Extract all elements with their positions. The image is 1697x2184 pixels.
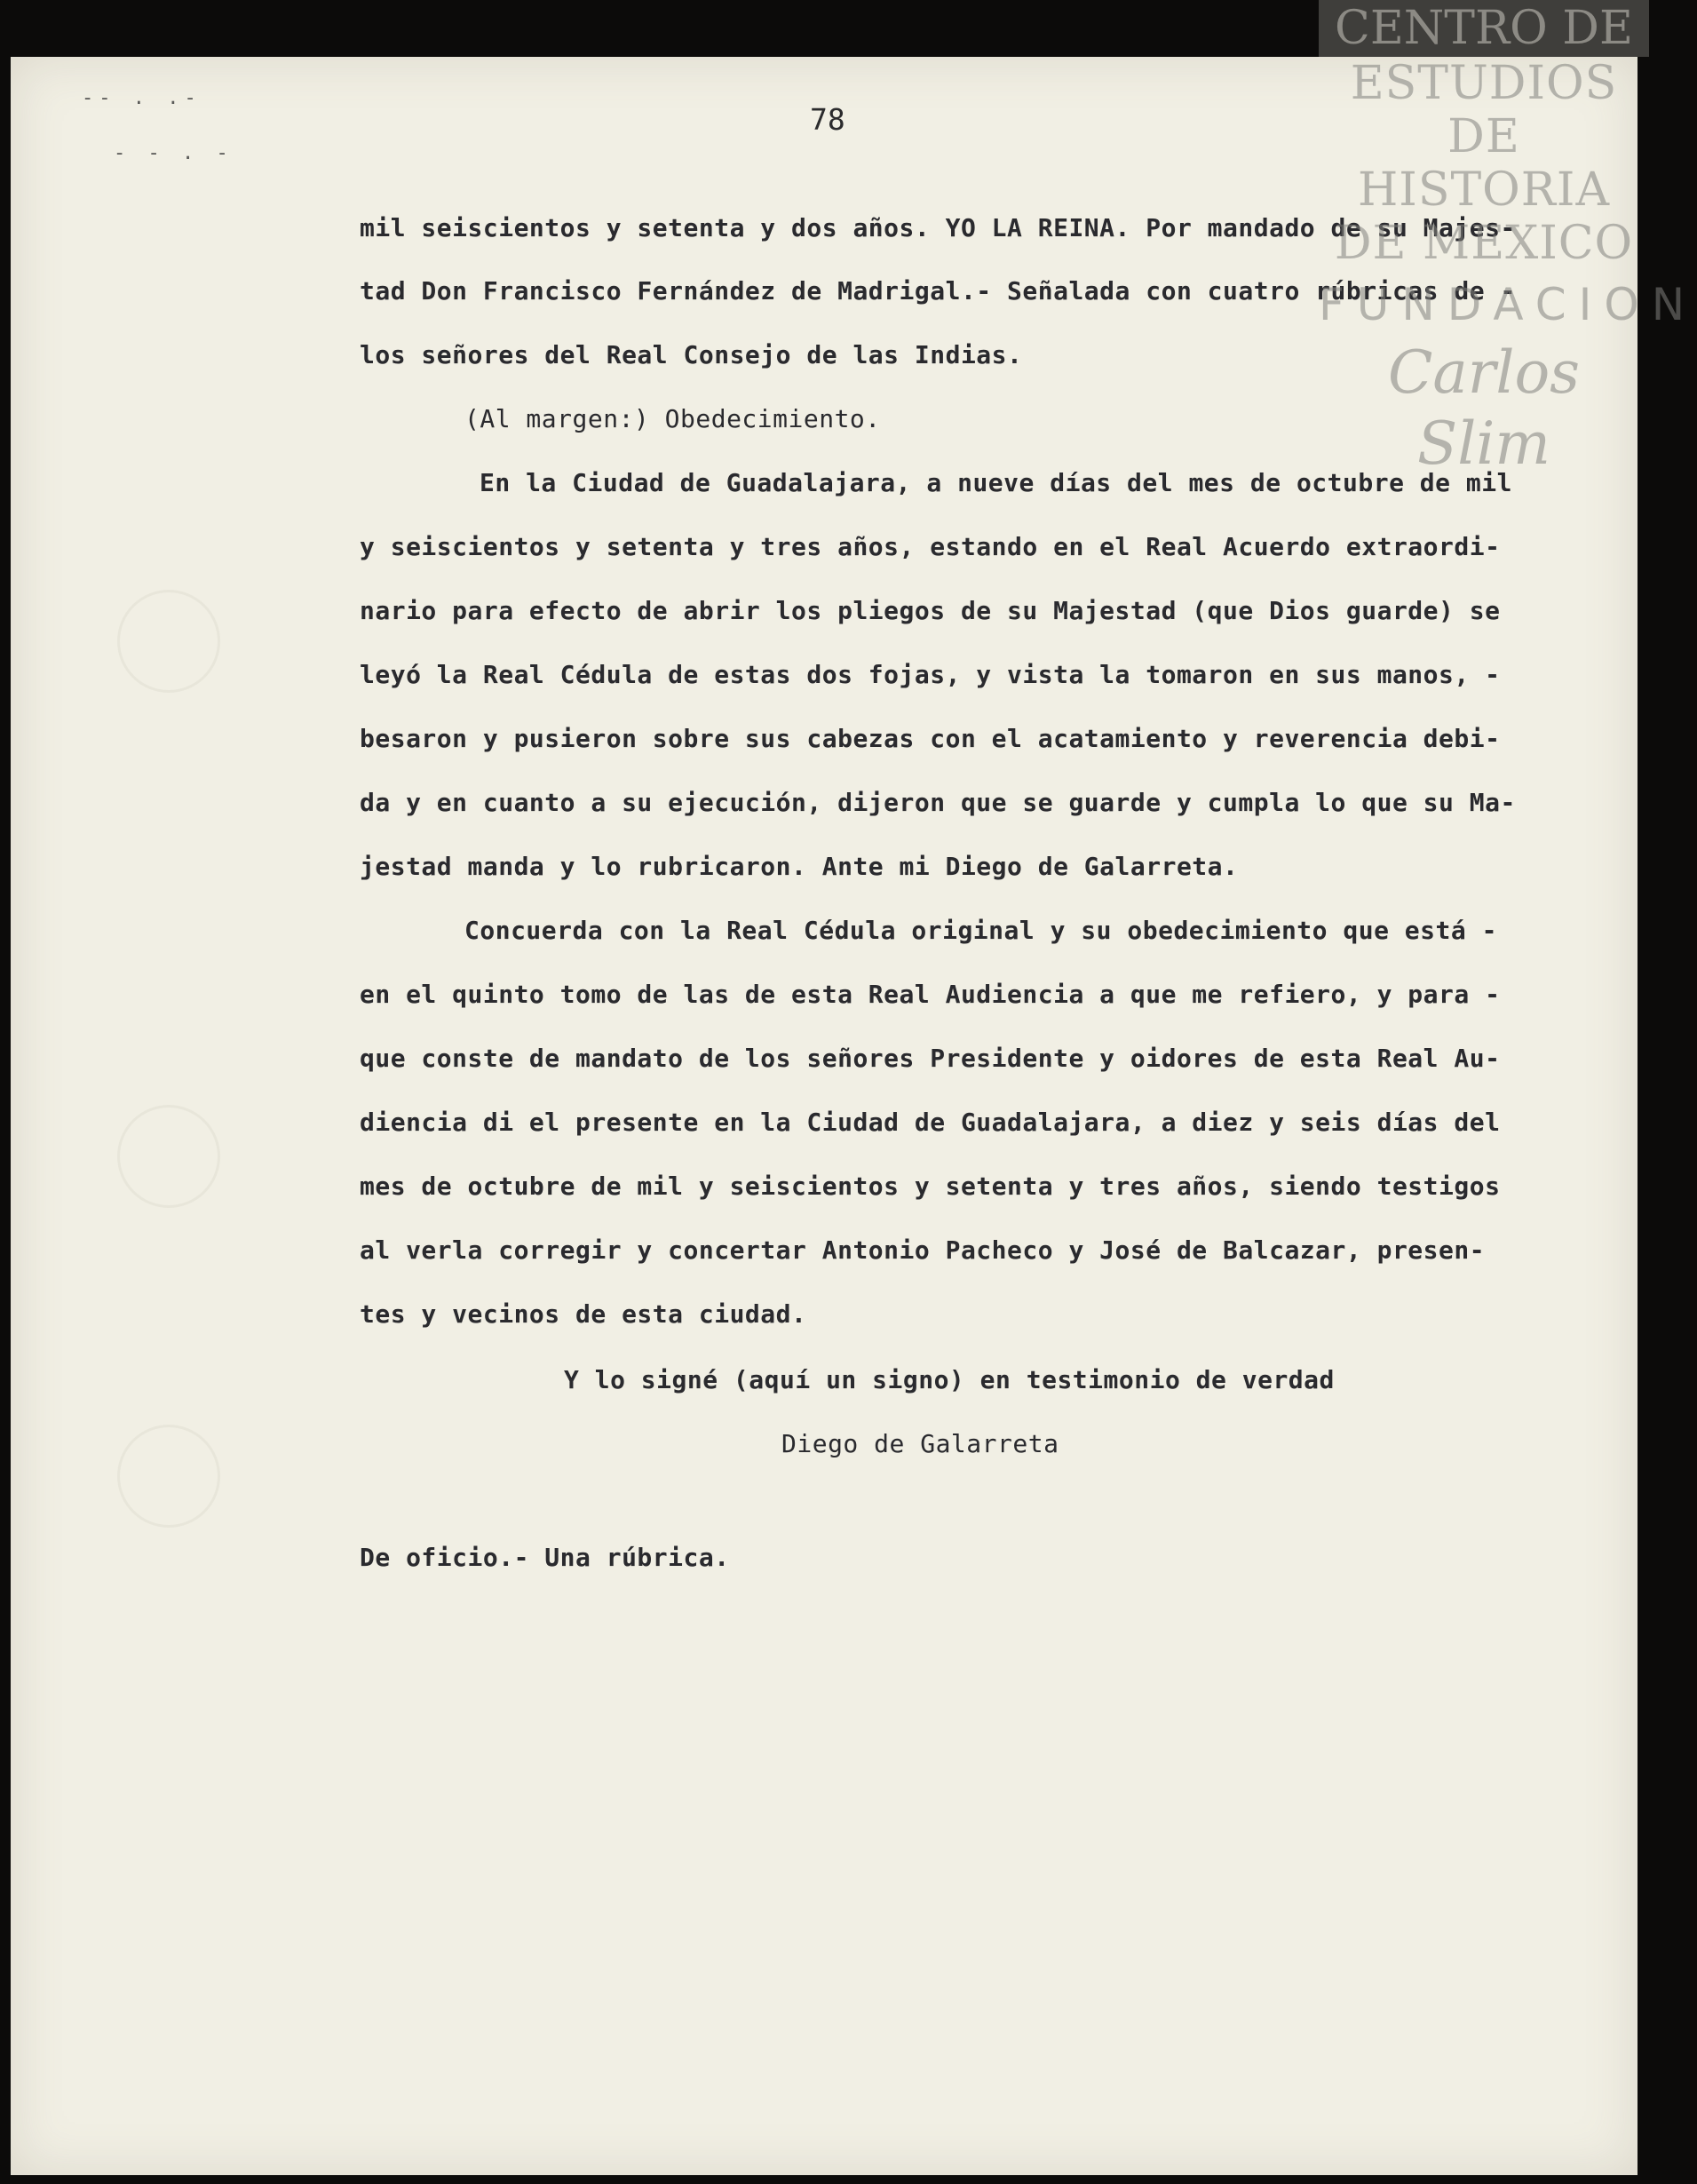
stamp-line: ESTUDIOS — [1350, 57, 1618, 110]
text-line: En la Ciudad de Guadalajara, a nueve días del mes de octubre de mil — [480, 468, 1512, 497]
closing-line: De oficio.- Una rúbrica. — [360, 1543, 730, 1572]
archive-watermark-stamp — [1319, 0, 1697, 478]
attestation-line: Y lo signé (aquí un signo) en testimonio de verdad — [564, 1365, 1335, 1394]
text-line: diencia di el presente en la Ciudad de Guadalajara, a diez y seis días del — [360, 1108, 1501, 1137]
stamp-line: CENTRO DE — [1335, 2, 1633, 55]
faint-background-circle — [117, 590, 220, 693]
text-line: en el quinto tomo de las de esta Real Audiencia a que me refiero, y para - — [360, 980, 1501, 1009]
faint-background-circle — [117, 1425, 220, 1528]
stamp-foundation: FUNDACION — [1319, 279, 1697, 330]
text-line: mes de octubre de mil y seiscientos y setenta y tres años, siendo testigos — [360, 1171, 1501, 1201]
text-line: tad Don Francisco Fernández de Madrigal.- Señalada con cuatro rúbricas de - — [360, 276, 1516, 306]
stamp-signature: Carlos Slim — [1387, 338, 1581, 478]
text-line: los señores del Real Consejo de las Indias. — [360, 340, 1023, 369]
stamp-header-band — [1319, 0, 1649, 57]
stamp-line: DE HISTORIA — [1357, 110, 1611, 217]
margin-mark: - - . - — [114, 142, 234, 164]
text-line: tes y vecinos de esta ciudad. — [360, 1299, 807, 1329]
text-line: da y en cuanto a su ejecución, dijeron que se guarde y cumpla lo que su Ma- — [360, 788, 1516, 817]
text-line: Concuerda con la Real Cédula original y su obedecimiento que está - — [464, 916, 1497, 945]
text-line: y seiscientos y setenta y tres años, estando en el Real Acuerdo extraordi- — [360, 532, 1501, 561]
text-line: que conste de mandato de los señores Presidente y oidores de esta Real Au- — [360, 1044, 1501, 1073]
text-line: nario para efecto de abrir los pliegos de su Majestad (que Dios guarde) se — [360, 596, 1501, 625]
text-line: besaron y pusieron sobre sus cabezas con el acatamiento y reverencia debi- — [360, 724, 1501, 753]
stamp-line: DE MEXICO — [1334, 217, 1634, 270]
text-line: mil seiscientos y setenta y dos años. YO LA REINA. Por mandado de su Majes- — [360, 213, 1516, 242]
notary-name: Diego de Galarreta — [781, 1429, 1059, 1458]
text-line: jestad manda y lo rubricaron. Ante mi Diego de Galarreta. — [360, 852, 1239, 881]
margin-mark: -- . .- — [82, 87, 202, 109]
page-number: 78 — [810, 102, 845, 137]
text-line: al verla corregir y concertar Antonio Pacheco y José de Balcazar, presen- — [360, 1235, 1486, 1265]
faint-background-circle — [117, 1105, 220, 1208]
text-line: leyó la Real Cédula de estas dos fojas, y vista la tomaron en sus manos, - — [360, 660, 1501, 689]
margin-note-line: (Al margen:) Obedecimiento. — [464, 404, 881, 433]
